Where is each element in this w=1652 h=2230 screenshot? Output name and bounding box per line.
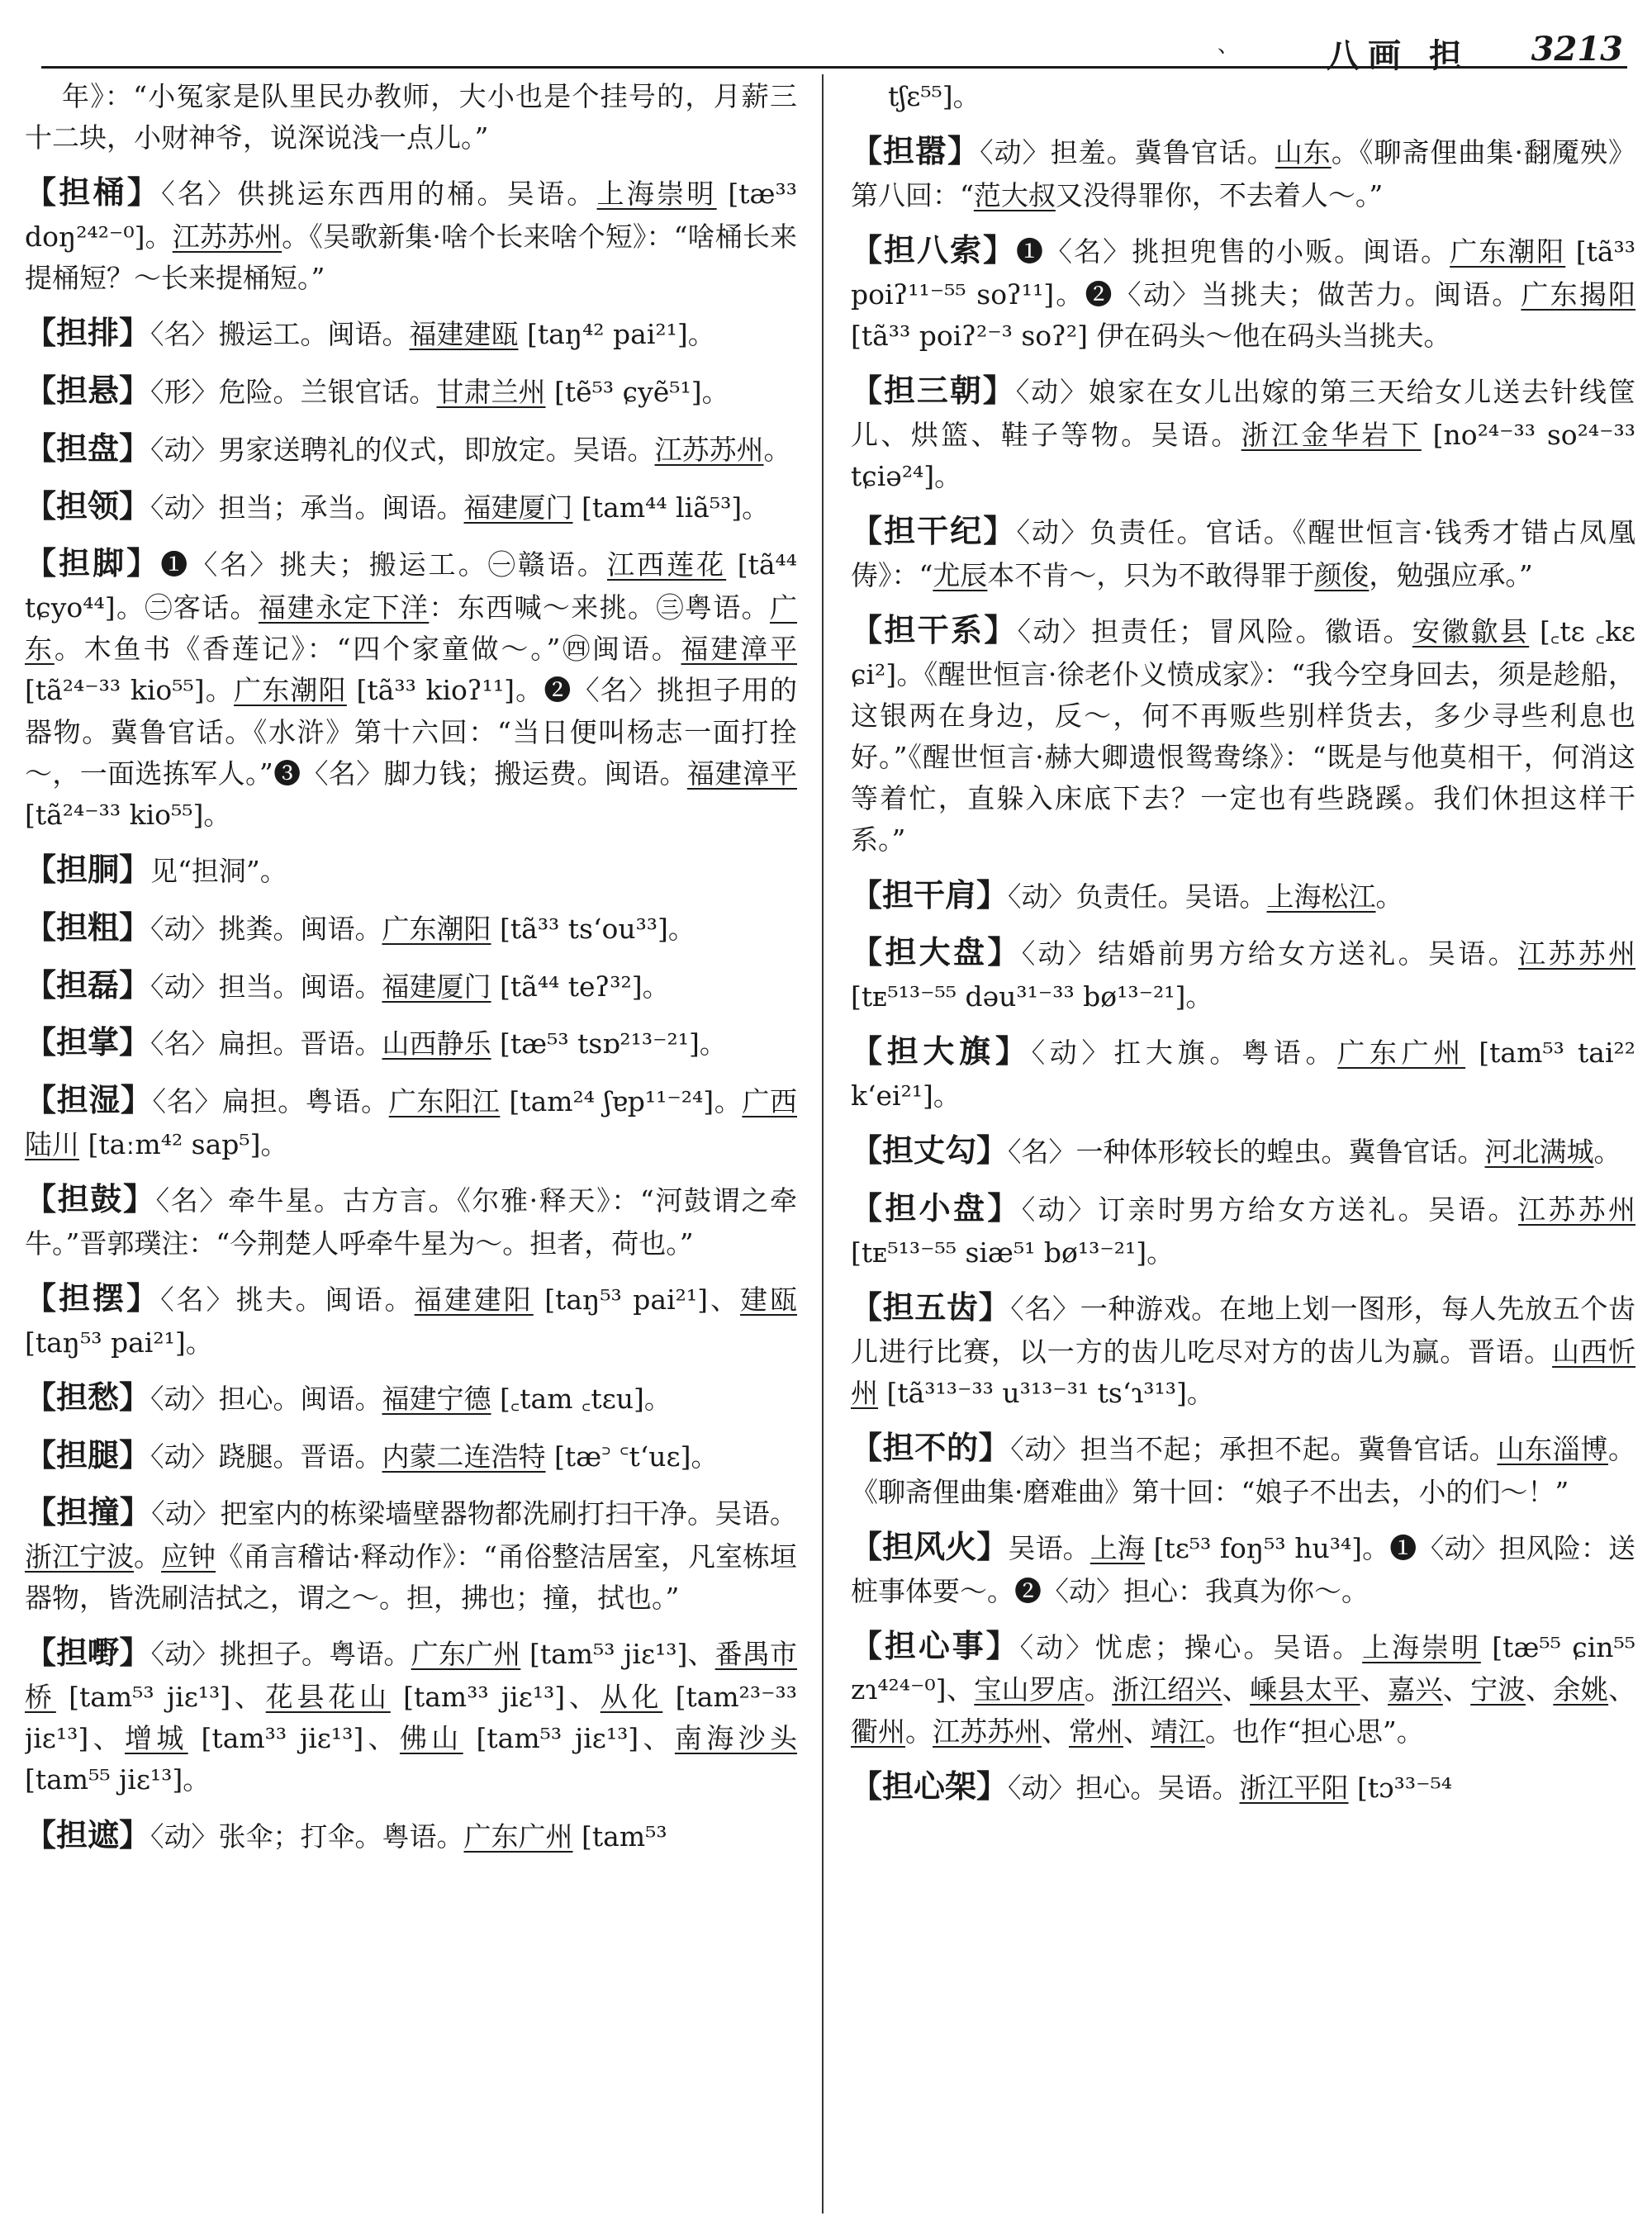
dictionary-entry	[851, 226, 1635, 357]
place-name: 内蒙二连浩特	[382, 1440, 546, 1473]
entry-headword: 【担掌】	[25, 1023, 151, 1061]
definition-text: 〈动〉张伞；打伞。粤语。	[150, 1820, 464, 1853]
definition-text: [tæ⁵³ tsɒ²¹³⁻²¹]。	[491, 1027, 727, 1060]
definition-text: [tã³¹³⁻³³ u³¹³⁻³¹ tsʻɿ³¹³]。	[878, 1376, 1214, 1409]
definition-text: 又没得罪你，不去着人～。”	[1055, 178, 1384, 211]
place-name: 浙江绍兴	[1112, 1673, 1222, 1706]
definition-text: 〈动〉担当；承当。闽语。	[150, 491, 464, 524]
definition-text: 《甬言稽诂·释动作》：“甬俗整洁居室，凡室栋垣器物，皆洗刷洁拭之，谓之～。担，拂也；撞，拭也。”	[25, 1540, 797, 1615]
dictionary-entry	[25, 309, 797, 357]
running-header	[33, 23, 1627, 81]
place-name: 浙江金华岩下	[1241, 418, 1422, 451]
place-name: 建瓯	[740, 1283, 797, 1316]
place-name: 浙江平阳	[1239, 1771, 1349, 1804]
definition-text: [tẽ⁵³ ɕyẽ⁵¹]。	[545, 376, 729, 409]
header-mark: 、	[1217, 33, 1239, 58]
header-rule	[41, 66, 1627, 69]
dictionary-entry	[25, 1175, 797, 1264]
entry-headword: 【担摆】	[25, 1279, 161, 1317]
entry-headword: 【担桶】	[25, 173, 162, 211]
definition-text: [tam⁵³ tai²² kʻei²¹]。	[851, 1037, 1635, 1113]
entry-headword: 【担脚】	[25, 544, 161, 582]
definition-text: 。《聊斋俚曲集·翻魇殃》第八回：“	[851, 136, 1635, 211]
dictionary-entry	[851, 507, 1635, 596]
place-name: 广东阳江	[388, 1085, 501, 1118]
place-name: 增城	[124, 1722, 188, 1755]
dictionary-entry	[851, 127, 1635, 216]
place-name: 福建建瓯	[409, 318, 519, 351]
definition-text: [꜀tɛ ꜀kɛ ɕi²]。《醒世恒言·徐老仆义愤成家》：“我今空身回去，须是趁船，这银两在身边，反～，何不再贩些别样货去，多少寻些利息也好。”《醒世恒言·赫大卿遗恨鸳鸯绦》：“既是与他莫相干，何消这等着忙，直躲入床底下去？一定也有些跷蹊。我们休担这样干系。”	[851, 615, 1635, 856]
dictionary-entry	[25, 539, 797, 836]
definition-text: 〈名〉挑夫。闽语。	[160, 1283, 415, 1316]
definition-text: 、	[1525, 1673, 1554, 1706]
place-name: 范大叔	[973, 178, 1056, 211]
place-name: 福建厦门	[382, 970, 491, 1003]
entry-headword: 【担干系】	[851, 611, 1018, 649]
definition-text: 〈动〉扛大旗。粤语。	[1031, 1037, 1338, 1070]
dictionary-entry	[25, 1488, 797, 1619]
place-name: 余姚	[1553, 1673, 1609, 1706]
dictionary-entry	[851, 1763, 1635, 1810]
definition-text: [tam²⁴ ʃɐp¹¹⁻²⁴]。	[500, 1085, 743, 1118]
place-name: 山东淄博	[1497, 1432, 1608, 1465]
page-number: 3213	[1531, 30, 1623, 69]
entry-headword: 【担排】	[25, 314, 151, 352]
definition-text: ❶〈名〉挑夫；搬运工。㊀赣语。	[160, 548, 607, 581]
entry-headword: 【担撞】	[25, 1493, 152, 1531]
definition-text: 。	[905, 1715, 933, 1748]
definition-text: [tᴇ⁵¹³⁻⁵⁵ dəu³¹⁻³³ bø¹³⁻²¹]。	[851, 980, 1213, 1013]
entry-headword: 【担鼓】	[25, 1179, 156, 1217]
entry-headword: 【担胴】	[25, 851, 151, 889]
definition-text: 、	[1360, 1673, 1389, 1706]
definition-text: 吴语。	[1008, 1531, 1090, 1564]
definition-text: 〈动〉担当。闽语。	[150, 970, 382, 1003]
definition-text: [taŋ⁵³ pai²¹]、	[533, 1283, 740, 1316]
definition-text: [tam⁵³ jiɛ¹³]、	[55, 1681, 266, 1714]
definition-text: 。	[1084, 1673, 1113, 1706]
definition-text: [tam⁴⁴ liã⁵³]。	[572, 491, 770, 524]
dictionary-entry	[25, 1431, 797, 1479]
place-name: 浙江宁波	[25, 1540, 135, 1573]
definition-text: [tã³³ poiʔ¹¹⁻⁵⁵ soʔ¹¹]。❷〈动〉当挑夫；做苦力。闽语。	[851, 235, 1635, 311]
definition-text: ：东西喊～来挑。㊂粤语。	[429, 591, 771, 624]
definition-text: [tɔ³³⁻⁵⁴	[1348, 1771, 1452, 1804]
place-name: 福建厦门	[463, 491, 573, 524]
place-name: 广东潮阳	[1450, 235, 1566, 268]
dictionary-entry	[25, 1629, 797, 1801]
definition-text: [taŋ⁴² pai²¹]。	[518, 318, 715, 351]
entry-headword: 【担大盘】	[851, 933, 1022, 971]
definition-text: 。也作“担心思”。	[1205, 1715, 1424, 1748]
definition-text: 〈动〉跷腿。晋语。	[150, 1440, 382, 1473]
definition-text: 〈名〉供挑运东西用的桶。吴语。	[161, 178, 597, 211]
entry-headword: 【担干肩】	[851, 875, 1009, 913]
dictionary-entry	[25, 904, 797, 951]
definition-text: [tæ³³ doŋ²⁴²⁻⁰]。	[25, 178, 797, 254]
entry-headword: 【担不的】	[851, 1428, 1011, 1466]
definition-text: [tam⁵³ jiɛ¹³]、	[463, 1722, 675, 1755]
definition-text: 〈动〉负责任。官话。《醒世恒言·钱秀才错占凤凰俦》：“	[851, 516, 1635, 591]
definition-text: [tam³³ jiɛ¹³]、	[188, 1722, 400, 1755]
entry-headword: 【担磊】	[25, 966, 151, 1004]
definition-text: [tã⁴⁴ tɕyo⁴⁴]。㊁客话。	[25, 548, 797, 624]
place-name: 河北满城	[1484, 1136, 1594, 1169]
place-name: 江苏苏州	[933, 1715, 1042, 1748]
place-name: 江西莲花	[606, 548, 727, 581]
definition-text: 本不肯～，只为不敢得罪于	[987, 558, 1315, 591]
dictionary-entry	[25, 961, 797, 1009]
dictionary-entry	[851, 606, 1635, 861]
place-name: 嵊县太平	[1250, 1673, 1360, 1706]
place-name: 福建漳平	[686, 757, 797, 790]
place-name: 广东广州	[411, 1638, 521, 1671]
place-name: 福建宁德	[382, 1382, 491, 1415]
left-column	[25, 76, 797, 2215]
definition-text: 〈动〉负责任。吴语。	[1008, 880, 1267, 913]
dictionary-entry	[851, 1184, 1635, 1274]
entry-headword: 【担风火】	[851, 1527, 1009, 1565]
definition-text: [tam⁵³ jiɛ¹³]、	[520, 1638, 715, 1671]
definition-text: 〈名〉一种游戏。在地上划一图形，每人先放五个齿儿进行比赛，以一方的齿儿吃尽对方的齿儿为赢。晋语。	[851, 1292, 1635, 1368]
place-name: 山西静乐	[382, 1027, 491, 1060]
dictionary-entry	[25, 846, 797, 894]
definition-text: 〈名〉搬运工。闽语。	[150, 318, 410, 351]
definition-text: 〈动〉担责任；冒风险。徽语。	[1017, 615, 1412, 648]
entry-headword: 【担心事】	[851, 1626, 1020, 1664]
definition-text: 、	[1442, 1673, 1471, 1706]
place-name: 上海崇明	[1362, 1630, 1481, 1663]
definition-text: [no²⁴⁻³³ so²⁴⁻³³ tɕiə²⁴]。	[851, 418, 1635, 493]
dictionary-entry	[25, 482, 797, 530]
place-name: 番禺市桥	[25, 1638, 797, 1714]
entry-headword: 【担丈勾】	[851, 1132, 1009, 1170]
definition-text: [tam⁵⁵ jiɛ¹³]。	[25, 1763, 211, 1796]
place-name: 花县花山	[265, 1681, 391, 1714]
entry-headword: 【担三朝】	[851, 372, 1016, 410]
definition-text: 。	[763, 433, 791, 466]
place-name: 从化	[600, 1681, 663, 1714]
dictionary-entry	[851, 1523, 1635, 1612]
definition-text: [tam²³⁻³³ jiɛ¹³]、	[25, 1681, 797, 1755]
definition-text: 〈动〉担心。吴语。	[1008, 1771, 1240, 1804]
definition-text: 。《吴歌新集·啥个长来啥个短》：“啥桶长来提桶短？～长来提桶短。”	[25, 221, 797, 295]
entry-headword: 【担心架】	[851, 1767, 1009, 1805]
definition-text: 〈动〉把室内的栋梁墙壁器物都洗刷打扫干净。吴语。	[151, 1497, 797, 1530]
entry-headword: 【担嚣】	[851, 132, 980, 170]
entry-headword: 【担腿】	[25, 1435, 151, 1473]
place-name: 应钟	[161, 1540, 216, 1573]
definition-text: [tæ⁵⁵ ɕin⁵⁵ zɿ⁴²⁴⁻⁰]、	[851, 1630, 1635, 1706]
place-name: 南海沙头	[674, 1722, 797, 1755]
dictionary-entry	[25, 1018, 797, 1066]
continuation-text: 年》：“小冤家是队里民办教师，大小也是个挂号的，月薪三十二块，小财神爷，说深说浅一点儿。”	[25, 80, 797, 154]
place-name: 广东潮阳	[382, 912, 491, 945]
definition-text: 〈名〉扁担。粤语。	[152, 1085, 389, 1118]
definition-text: 〈形〉危险。兰银官话。	[150, 376, 437, 409]
definition-text: 〈动〉男家送聘礼的仪式，即放定。吴语。	[150, 433, 655, 466]
place-name: 嘉兴	[1388, 1673, 1443, 1706]
definition-text: 、	[1222, 1673, 1251, 1706]
definition-text: 、	[1042, 1715, 1069, 1748]
column-divider	[822, 74, 824, 2213]
place-name: 广西陆川	[25, 1085, 797, 1160]
place-name: 江苏苏州	[1517, 1193, 1635, 1226]
entry-headword: 【担愁】	[25, 1378, 151, 1416]
place-name: 佛山	[399, 1722, 463, 1755]
definition-text: [tã⁴⁴ teʔ³²]。	[491, 970, 670, 1003]
definition-text: 〈动〉担当不起；承担不起。冀鲁官话。	[1010, 1432, 1498, 1465]
dictionary-entry	[25, 1076, 797, 1165]
definition-text: 〈动〉挑担子。粤语。	[150, 1638, 411, 1671]
place-name: 上海松江	[1266, 880, 1376, 913]
definition-text: 〈名〉牵牛星。古方言。《尔雅·释天》：“河鼓谓之牵牛。”晋郭璞注：“今荆楚人呼牵牛星为～。担者，荷也。”	[25, 1184, 797, 1260]
definition-text: 〈动〉娘家在女儿出嫁的第三天给女儿送去针线筐儿、烘篮、鞋子等物。吴语。	[851, 376, 1635, 451]
dictionary-entry	[851, 871, 1635, 919]
entry-headword: 【担小盘】	[851, 1189, 1022, 1226]
place-name: 广东潮阳	[234, 674, 347, 707]
definition-text: 〈动〉忧虑；操心。吴语。	[1019, 1630, 1363, 1663]
entry-headword: 【担干纪】	[851, 512, 1017, 550]
place-name: 安徽歙县	[1412, 615, 1530, 648]
definition-text: [tã³³ tsʻou³³]。	[491, 912, 695, 945]
place-name: 江苏苏州	[654, 433, 764, 466]
place-name: 宁波	[1470, 1673, 1526, 1706]
definition-text: [tæ꜄ ꜂tʻuɛ]。	[545, 1440, 719, 1473]
entry-headword: 【担悬】	[25, 372, 151, 410]
right-column	[851, 76, 1635, 2215]
definition-text: [tᴇ⁵¹³⁻⁵⁵ siæ⁵¹ bø¹³⁻²¹]。	[851, 1236, 1175, 1269]
definition-text: 。	[134, 1540, 162, 1573]
dictionary-entry	[851, 367, 1635, 497]
entry-headword: 【担八索】	[851, 231, 1017, 269]
dictionary-entry	[25, 1274, 797, 1364]
dictionary-entry	[25, 1374, 797, 1421]
definition-text: ❶〈名〉挑担兜售的小贩。闽语。	[1016, 235, 1450, 268]
place-name: 福建建阳	[414, 1283, 534, 1316]
continuation-text: tʃɛ⁵⁵]。	[888, 80, 980, 112]
definition-text: 〈动〉结婚前男方给女方送礼。吴语。	[1021, 937, 1518, 970]
dictionary-entry	[25, 367, 797, 415]
place-name: 宝山罗店	[974, 1673, 1085, 1706]
place-name: 福建永定下洋	[258, 591, 430, 624]
definition-text: [tam³³ jiɛ¹³]、	[390, 1681, 601, 1714]
place-name: 常州	[1069, 1715, 1123, 1748]
entry-headword: 【担盘】	[25, 429, 151, 467]
place-name: 广东广州	[463, 1820, 573, 1853]
entry-headword: 【担五齿】	[851, 1288, 1011, 1326]
definition-text: [tã²⁴⁻³³ kio⁵⁵]。	[25, 674, 235, 707]
definition-text: [tɛ⁵³ foŋ⁵³ hu³⁴]。❶〈动〉担风险：送桩事体要～。❷〈动〉担心：我真为你～。	[851, 1531, 1635, 1607]
place-name: 靖江	[1151, 1715, 1205, 1748]
dictionary-entry	[851, 1424, 1635, 1513]
place-name: 山西忻州	[851, 1335, 1635, 1409]
entry-headword: 【担粗】	[25, 908, 151, 946]
entry-headword: 【担遮】	[25, 1815, 151, 1853]
dictionary-entry	[25, 1811, 797, 1859]
entry-headword: 【担领】	[25, 486, 151, 524]
place-name: 广东	[25, 591, 797, 666]
place-name: 广东广州	[1337, 1037, 1466, 1070]
place-name: 福建漳平	[681, 633, 797, 666]
place-name: 江苏苏州	[1517, 937, 1635, 970]
definition-text: 。	[1375, 880, 1403, 913]
definition-text: [tam⁵³	[572, 1820, 667, 1853]
definition-text: [tã³³ kioʔ¹¹]。❷〈名〉挑担子用的器物。冀鲁官话。《水浒》第十六回：“当日便叫杨志一面打拴～，一面选拣军人。”❸〈名〉脚力钱；搬运费。闽语。	[25, 674, 797, 790]
definition-text: [taːm⁴² sap⁵]。	[79, 1127, 288, 1160]
place-name: 山东	[1275, 136, 1332, 169]
definition-text: 见“担洞”。	[150, 855, 287, 888]
dictionary-entry	[851, 1283, 1635, 1414]
entry-headword: 【担大旗】	[851, 1032, 1032, 1070]
dictionary-entry	[25, 425, 797, 472]
definition-text: 〈动〉挑粪。闽语。	[150, 912, 382, 945]
place-name: 颜俊	[1314, 558, 1370, 591]
definition-text: [tã²⁴⁻³³ kio⁵⁵]。	[25, 798, 231, 831]
definition-text: 〈动〉担心。闽语。	[150, 1382, 382, 1415]
dictionary-entry	[851, 1127, 1635, 1174]
entry-headword: 【担湿】	[25, 1081, 153, 1119]
definition-text: 、	[1123, 1715, 1151, 1748]
dictionary-entry	[851, 1027, 1635, 1117]
dictionary-entry	[851, 1622, 1635, 1753]
place-name: 上海	[1089, 1531, 1145, 1564]
place-name: 尤辰	[933, 558, 988, 591]
definition-text: 、	[1608, 1673, 1635, 1706]
dictionary-entry	[25, 168, 797, 299]
definition-text: 〈名〉扁担。晋语。	[150, 1027, 382, 1060]
entry-headword: 【担嘢】	[25, 1634, 151, 1672]
place-name: 广东揭阳	[1521, 278, 1635, 311]
definition-text: [taŋ⁵³ pai²¹]。	[25, 1326, 213, 1359]
place-name: 江苏苏州	[172, 221, 282, 254]
definition-text: 〈动〉担羞。冀鲁官话。	[980, 136, 1275, 169]
definition-text: 。	[1593, 1136, 1621, 1169]
definition-text: 。木鱼书《香莲记》：“四个家童做～。”㊃闽语。	[54, 633, 681, 666]
definition-text: [꜀tam ꜀tɛu]。	[491, 1382, 672, 1415]
definition-text: 〈动〉订亲时男方给女方送礼。吴语。	[1021, 1193, 1518, 1226]
place-name: 衢州	[851, 1715, 905, 1748]
definition-text: ，勉强应承。”	[1369, 558, 1533, 591]
definition-text: [tã³³ poiʔ²⁻³ soʔ²] 伊在码头～他在码头当挑夫。	[851, 319, 1451, 352]
definition-text: 。《聊斋俚曲集·磨难曲》第十回：“娘子不出去，小的们～！”	[851, 1432, 1635, 1508]
dictionary-entry	[851, 928, 1635, 1018]
definition-text: 〈名〉一种体形较长的蝗虫。冀鲁官话。	[1008, 1136, 1485, 1169]
place-name: 上海崇明	[596, 178, 717, 211]
place-name: 甘肃兰州	[436, 376, 546, 409]
header-section-title: 八画 担	[1327, 36, 1470, 75]
